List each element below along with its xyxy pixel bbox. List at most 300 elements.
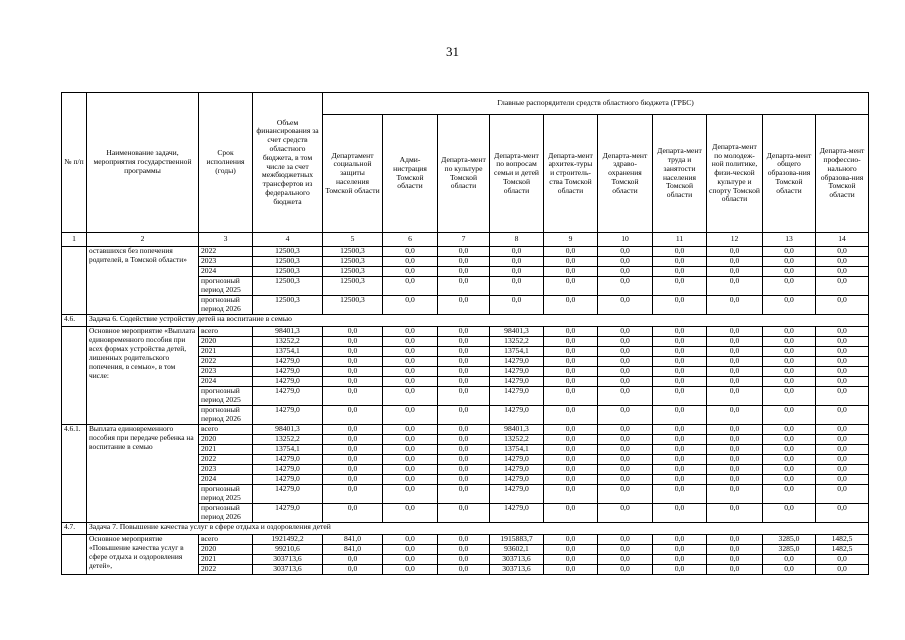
column-number: 4	[253, 233, 323, 247]
value-cell: 0,0	[763, 504, 816, 523]
period-cell: 2021	[199, 445, 253, 455]
value-cell: 0,0	[323, 555, 383, 565]
value-cell: 0,0	[707, 296, 763, 315]
table-row	[62, 535, 869, 545]
value-cell: 0,0	[383, 555, 438, 565]
value-cell: 12500,3	[323, 257, 383, 267]
value-cell: 0,0	[816, 247, 869, 257]
value-cell: 0,0	[707, 377, 763, 387]
value-cell: 0,0	[323, 445, 383, 455]
value-cell: 0,0	[544, 465, 598, 475]
value-cell: 0,0	[383, 327, 438, 337]
value-cell: 0,0	[707, 475, 763, 485]
value-cell: 0,0	[323, 387, 383, 406]
period-cell: прогнозный период 2025	[199, 277, 253, 296]
value-cell: 0,0	[598, 267, 653, 277]
value-cell: 0,0	[383, 257, 438, 267]
value-cell: 0,0	[707, 485, 763, 504]
value-cell: 0,0	[653, 504, 707, 523]
value-cell: 0,0	[598, 406, 653, 425]
budget-table	[61, 92, 869, 575]
column-number: 1	[62, 233, 87, 247]
value-cell: 12500,3	[253, 277, 323, 296]
value-cell: 0,0	[544, 247, 598, 257]
table-header	[62, 93, 869, 247]
value-cell: 12500,3	[253, 296, 323, 315]
value-cell: 0,0	[438, 475, 490, 485]
event-name: Основное мероприятие «Выплата единовременного пособия при всех формах устройства детей, лишенных родительского попечения, в семью», в том числе:	[87, 327, 199, 425]
value-cell: 0,0	[763, 455, 816, 465]
value-cell: 0,0	[763, 377, 816, 387]
value-cell: 0,0	[707, 425, 763, 435]
header-name: Наименование задачи, мероприятия государственной программы	[87, 93, 199, 233]
value-cell: 0,0	[598, 485, 653, 504]
value-cell: 0,0	[816, 387, 869, 406]
value-cell: 0,0	[763, 406, 816, 425]
header-term: Срок исполнения (годы)	[199, 93, 253, 233]
value-cell: 0,0	[816, 296, 869, 315]
value-cell: 0,0	[816, 555, 869, 565]
value-cell: 0,0	[383, 475, 438, 485]
value-cell: 14279,0	[490, 406, 544, 425]
value-cell: 14279,0	[253, 504, 323, 523]
value-cell: 14279,0	[490, 465, 544, 475]
value-cell: 0,0	[653, 565, 707, 575]
value-cell: 0,0	[653, 435, 707, 445]
value-cell: 0,0	[323, 465, 383, 475]
period-cell: 2023	[199, 257, 253, 267]
value-cell: 14279,0	[490, 377, 544, 387]
value-cell: 0,0	[763, 347, 816, 357]
value-cell: 0,0	[490, 257, 544, 267]
value-cell: 0,0	[816, 435, 869, 445]
value-cell: 0,0	[323, 435, 383, 445]
value-cell: 0,0	[653, 555, 707, 565]
period-cell: 2022	[199, 565, 253, 575]
value-cell: 0,0	[383, 545, 438, 555]
value-cell: 0,0	[544, 267, 598, 277]
value-cell: 0,0	[383, 535, 438, 545]
value-cell: 14279,0	[490, 387, 544, 406]
value-cell: 0,0	[490, 267, 544, 277]
value-cell: 0,0	[763, 247, 816, 257]
value-cell: 0,0	[763, 296, 816, 315]
value-cell: 0,0	[544, 545, 598, 555]
value-cell: 0,0	[816, 267, 869, 277]
value-cell: 0,0	[438, 296, 490, 315]
value-cell: 0,0	[763, 445, 816, 455]
value-cell: 14279,0	[490, 485, 544, 504]
column-number: 2	[87, 233, 199, 247]
value-cell: 0,0	[653, 367, 707, 377]
value-cell: 0,0	[544, 296, 598, 315]
value-cell: 0,0	[383, 357, 438, 367]
value-cell: 0,0	[323, 475, 383, 485]
value-cell: 0,0	[544, 277, 598, 296]
header-department: Департа-мент по культуре Томской области	[438, 115, 490, 233]
value-cell: 0,0	[438, 485, 490, 504]
value-cell: 0,0	[653, 425, 707, 435]
value-cell: 0,0	[707, 247, 763, 257]
value-cell: 0,0	[598, 387, 653, 406]
value-cell: 0,0	[438, 504, 490, 523]
value-cell: 0,0	[438, 347, 490, 357]
period-cell: 2024	[199, 475, 253, 485]
value-cell: 13252,2	[490, 435, 544, 445]
value-cell: 0,0	[598, 465, 653, 475]
value-cell: 0,0	[653, 406, 707, 425]
header-department: Департа-мент здраво-охранения Томской области	[598, 115, 653, 233]
value-cell: 0,0	[707, 555, 763, 565]
value-cell: 0,0	[707, 545, 763, 555]
value-cell: 0,0	[653, 535, 707, 545]
value-cell: 14279,0	[253, 367, 323, 377]
value-cell: 1915883,7	[490, 535, 544, 545]
value-cell: 0,0	[438, 327, 490, 337]
table-row	[62, 425, 869, 435]
value-cell: 0,0	[323, 406, 383, 425]
value-cell: 0,0	[383, 277, 438, 296]
value-cell: 13252,2	[253, 435, 323, 445]
value-cell: 0,0	[438, 277, 490, 296]
value-cell: 0,0	[816, 257, 869, 267]
value-cell: 0,0	[763, 267, 816, 277]
row-number	[62, 327, 87, 425]
value-cell: 12500,3	[323, 247, 383, 257]
value-cell: 0,0	[383, 565, 438, 575]
value-cell: 0,0	[544, 425, 598, 435]
header-department: Департа-мент труда и занятости населения Томской области	[653, 115, 707, 233]
value-cell: 0,0	[383, 267, 438, 277]
value-cell: 0,0	[707, 327, 763, 337]
task-number: 4.7.	[62, 523, 87, 535]
period-cell: всего	[199, 425, 253, 435]
value-cell: 0,0	[544, 504, 598, 523]
value-cell: 0,0	[598, 257, 653, 267]
value-cell: 0,0	[653, 296, 707, 315]
header-department: Департа-мент по вопросам семьи и детей Томской области	[490, 115, 544, 233]
period-cell: 2020	[199, 435, 253, 445]
row-number: 4.6.1.	[62, 425, 87, 523]
column-number: 10	[598, 233, 653, 247]
value-cell: 13754,1	[253, 445, 323, 455]
value-cell: 0,0	[438, 425, 490, 435]
period-cell: 2024	[199, 377, 253, 387]
value-cell: 0,0	[598, 475, 653, 485]
value-cell: 0,0	[598, 555, 653, 565]
value-cell: 14279,0	[253, 387, 323, 406]
value-cell: 0,0	[816, 347, 869, 357]
value-cell: 0,0	[763, 337, 816, 347]
value-cell: 0,0	[490, 247, 544, 257]
value-cell: 0,0	[383, 247, 438, 257]
value-cell: 0,0	[544, 435, 598, 445]
value-cell: 0,0	[816, 425, 869, 435]
value-cell: 0,0	[323, 504, 383, 523]
value-cell: 0,0	[598, 277, 653, 296]
value-cell: 0,0	[763, 485, 816, 504]
value-cell: 14279,0	[253, 455, 323, 465]
value-cell: 0,0	[816, 465, 869, 475]
value-cell: 0,0	[598, 504, 653, 523]
value-cell: 0,0	[598, 445, 653, 455]
value-cell: 0,0	[544, 327, 598, 337]
task-title: Задача 6. Содействие устройству детей на воспитание в семью	[87, 315, 869, 327]
value-cell: 0,0	[653, 357, 707, 367]
value-cell: 0,0	[383, 367, 438, 377]
header-department: Департамент социальной защиты населения Томской области	[323, 115, 383, 233]
period-cell: всего	[199, 535, 253, 545]
value-cell: 0,0	[438, 535, 490, 545]
period-cell: всего	[199, 327, 253, 337]
column-number: 14	[816, 233, 869, 247]
value-cell: 0,0	[598, 565, 653, 575]
column-number: 11	[653, 233, 707, 247]
value-cell: 0,0	[653, 257, 707, 267]
value-cell: 0,0	[598, 247, 653, 257]
value-cell: 0,0	[707, 504, 763, 523]
value-cell: 93602,1	[490, 545, 544, 555]
value-cell: 0,0	[438, 545, 490, 555]
value-cell: 0,0	[490, 296, 544, 315]
value-cell: 0,0	[816, 565, 869, 575]
value-cell: 0,0	[763, 277, 816, 296]
value-cell: 3285,0	[763, 545, 816, 555]
value-cell: 12500,3	[253, 247, 323, 257]
value-cell: 0,0	[383, 445, 438, 455]
value-cell: 0,0	[653, 455, 707, 465]
value-cell: 0,0	[763, 555, 816, 565]
value-cell: 0,0	[438, 465, 490, 475]
value-cell: 0,0	[816, 475, 869, 485]
value-cell: 0,0	[438, 247, 490, 257]
value-cell: 0,0	[707, 367, 763, 377]
value-cell: 0,0	[383, 296, 438, 315]
value-cell: 14279,0	[490, 475, 544, 485]
value-cell: 0,0	[383, 485, 438, 504]
value-cell: 14279,0	[253, 377, 323, 387]
value-cell: 0,0	[707, 347, 763, 357]
period-cell: 2021	[199, 555, 253, 565]
value-cell: 0,0	[383, 347, 438, 357]
event-name: оставшихся без попечения родителей, в Томской области»	[87, 247, 199, 315]
value-cell: 0,0	[816, 327, 869, 337]
value-cell: 0,0	[323, 565, 383, 575]
value-cell: 0,0	[653, 445, 707, 455]
value-cell: 0,0	[323, 327, 383, 337]
value-cell: 14279,0	[253, 406, 323, 425]
header-num: № п/п	[62, 93, 87, 233]
value-cell: 0,0	[707, 357, 763, 367]
period-cell: прогнозный период 2025	[199, 387, 253, 406]
period-cell: 2022	[199, 455, 253, 465]
column-number: 8	[490, 233, 544, 247]
period-cell: прогнозный период 2026	[199, 504, 253, 523]
value-cell: 0,0	[707, 455, 763, 465]
value-cell: 0,0	[598, 545, 653, 555]
value-cell: 0,0	[438, 387, 490, 406]
value-cell: 303713,6	[490, 565, 544, 575]
value-cell: 0,0	[707, 337, 763, 347]
value-cell: 12500,3	[253, 257, 323, 267]
value-cell: 0,0	[816, 455, 869, 465]
value-cell: 0,0	[598, 327, 653, 337]
value-cell: 14279,0	[253, 357, 323, 367]
value-cell: 0,0	[544, 475, 598, 485]
period-cell: прогнозный период 2025	[199, 485, 253, 504]
event-name: Выплата единовременного пособия при передаче ребенка на воспитание в семью	[87, 425, 199, 523]
event-name: Основное мероприятие «Повышение качества услуг в сфере отдыха и оздоровления детей»,	[87, 535, 199, 575]
value-cell: 0,0	[438, 357, 490, 367]
value-cell: 0,0	[653, 485, 707, 504]
period-cell: прогнозный период 2026	[199, 406, 253, 425]
header-department: Департа-мент по молодеж-ной политике, физи-ческой культуре и спорту Томской области	[707, 115, 763, 233]
task-number: 4.6.	[62, 315, 87, 327]
value-cell: 0,0	[544, 485, 598, 504]
value-cell: 0,0	[438, 445, 490, 455]
value-cell: 0,0	[598, 377, 653, 387]
value-cell: 98401,3	[253, 425, 323, 435]
header-grbs: Главные распорядители средств областного бюджета (ГРБС)	[323, 93, 869, 115]
value-cell: 0,0	[438, 555, 490, 565]
value-cell: 0,0	[438, 337, 490, 347]
value-cell: 13754,1	[253, 347, 323, 357]
value-cell: 0,0	[383, 337, 438, 347]
value-cell: 0,0	[544, 357, 598, 367]
period-cell: 2022	[199, 357, 253, 367]
column-number: 5	[323, 233, 383, 247]
value-cell: 0,0	[544, 555, 598, 565]
value-cell: 0,0	[438, 565, 490, 575]
value-cell: 0,0	[763, 435, 816, 445]
value-cell: 0,0	[544, 367, 598, 377]
value-cell: 0,0	[707, 387, 763, 406]
value-cell: 0,0	[383, 435, 438, 445]
value-cell: 1482,5	[816, 545, 869, 555]
value-cell: 98401,3	[490, 327, 544, 337]
row-number	[62, 535, 87, 575]
value-cell: 0,0	[816, 277, 869, 296]
value-cell: 0,0	[598, 296, 653, 315]
period-cell: 2020	[199, 545, 253, 555]
period-cell: 2022	[199, 247, 253, 257]
value-cell: 841,0	[323, 535, 383, 545]
value-cell: 98401,3	[490, 425, 544, 435]
value-cell: 0,0	[816, 367, 869, 377]
value-cell: 0,0	[653, 327, 707, 337]
column-number: 7	[438, 233, 490, 247]
value-cell: 0,0	[323, 367, 383, 377]
value-cell: 14279,0	[490, 455, 544, 465]
value-cell: 99210,6	[253, 545, 323, 555]
value-cell: 0,0	[816, 504, 869, 523]
header-department: Адми-нистрация Томской области	[383, 115, 438, 233]
value-cell: 0,0	[544, 455, 598, 465]
value-cell: 0,0	[598, 337, 653, 347]
row-number	[62, 247, 87, 315]
value-cell: 0,0	[323, 455, 383, 465]
value-cell: 0,0	[763, 465, 816, 475]
value-cell: 0,0	[763, 565, 816, 575]
value-cell: 0,0	[707, 277, 763, 296]
value-cell: 0,0	[598, 357, 653, 367]
value-cell: 12500,3	[323, 296, 383, 315]
value-cell: 13754,1	[490, 445, 544, 455]
value-cell: 14279,0	[253, 465, 323, 475]
value-cell: 0,0	[653, 465, 707, 475]
value-cell: 12500,3	[323, 277, 383, 296]
value-cell: 0,0	[438, 377, 490, 387]
value-cell: 0,0	[323, 347, 383, 357]
column-numbers	[62, 233, 869, 247]
value-cell: 0,0	[323, 425, 383, 435]
header-volume: Объем финансирования за счет средств областного бюджета, в том числе за счет межбюджетных трансфертов из федерального бюджета	[253, 93, 323, 233]
value-cell: 0,0	[598, 367, 653, 377]
value-cell: 0,0	[763, 257, 816, 267]
value-cell: 0,0	[653, 387, 707, 406]
value-cell: 0,0	[763, 367, 816, 377]
value-cell: 0,0	[544, 377, 598, 387]
value-cell: 0,0	[598, 455, 653, 465]
value-cell: 0,0	[383, 425, 438, 435]
value-cell: 841,0	[323, 545, 383, 555]
value-cell: 0,0	[323, 485, 383, 504]
value-cell: 0,0	[544, 337, 598, 347]
value-cell: 0,0	[653, 475, 707, 485]
value-cell: 0,0	[653, 267, 707, 277]
value-cell: 0,0	[763, 357, 816, 367]
value-cell: 0,0	[816, 445, 869, 455]
task-row	[62, 315, 869, 327]
value-cell: 0,0	[707, 406, 763, 425]
value-cell: 0,0	[438, 257, 490, 267]
value-cell: 0,0	[383, 504, 438, 523]
value-cell: 0,0	[816, 357, 869, 367]
period-cell: 2024	[199, 267, 253, 277]
value-cell: 0,0	[383, 387, 438, 406]
value-cell: 0,0	[438, 406, 490, 425]
value-cell: 0,0	[598, 435, 653, 445]
value-cell: 0,0	[438, 367, 490, 377]
table-body	[62, 247, 869, 575]
value-cell: 0,0	[653, 247, 707, 257]
value-cell: 1482,5	[816, 535, 869, 545]
value-cell: 0,0	[544, 347, 598, 357]
value-cell: 0,0	[544, 387, 598, 406]
value-cell: 14279,0	[253, 475, 323, 485]
value-cell: 0,0	[763, 425, 816, 435]
value-cell: 0,0	[323, 337, 383, 347]
value-cell: 0,0	[598, 425, 653, 435]
value-cell: 0,0	[763, 387, 816, 406]
value-cell: 13252,2	[490, 337, 544, 347]
value-cell: 13252,2	[253, 337, 323, 347]
period-cell: 2023	[199, 367, 253, 377]
value-cell: 0,0	[707, 435, 763, 445]
value-cell: 0,0	[323, 357, 383, 367]
value-cell: 0,0	[707, 257, 763, 267]
value-cell: 303713,6	[490, 555, 544, 565]
value-cell: 0,0	[383, 455, 438, 465]
table-row	[62, 327, 869, 337]
value-cell: 98401,3	[253, 327, 323, 337]
page-number: 31	[446, 44, 459, 59]
column-number: 3	[199, 233, 253, 247]
value-cell: 0,0	[816, 377, 869, 387]
value-cell: 14279,0	[253, 485, 323, 504]
value-cell: 0,0	[653, 277, 707, 296]
value-cell: 0,0	[707, 535, 763, 545]
